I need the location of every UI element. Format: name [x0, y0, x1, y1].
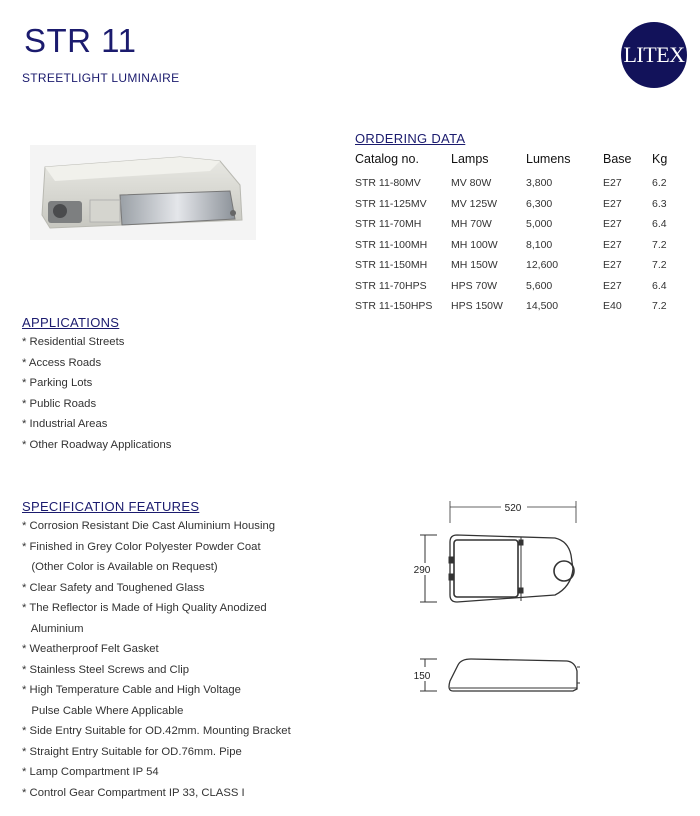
- table-cell: 6,300: [526, 197, 553, 210]
- list-item: * High Temperature Cable and High Voltage: [22, 684, 241, 696]
- table-cell: 3,800: [526, 177, 553, 190]
- depth-label: 290: [413, 565, 431, 576]
- list-item: * The Reflector is Made of High Quality Anodized: [22, 602, 267, 614]
- page-subtitle: STREETLIGHT LUMINAIRE: [22, 71, 180, 85]
- width-label: 520: [504, 503, 522, 514]
- table-cell: STR 11-80MV: [355, 177, 421, 190]
- list-item: * Finished in Grey Color Polyester Powder Coat: [22, 540, 261, 553]
- table-cell: 7.2: [652, 238, 667, 251]
- table-cell: 7.2: [652, 300, 667, 313]
- table-cell: MH 150W: [451, 259, 498, 272]
- list-item: * Stainless Steel Screws and Clip: [22, 663, 190, 676]
- applications-heading: APPLICATIONS: [22, 315, 120, 330]
- table-cell: 7.2: [652, 259, 667, 272]
- table-cell: 6.4: [652, 218, 667, 231]
- table-cell: E27: [603, 238, 622, 251]
- logo-text: LITEX: [623, 42, 685, 67]
- table-row: [353, 296, 682, 317]
- side-view: [420, 659, 580, 691]
- table-cell: STR 11-150HPS: [355, 300, 433, 313]
- table-cell: MH 100W: [451, 238, 498, 251]
- table-row: [353, 173, 682, 194]
- table-row: [353, 214, 682, 235]
- table-cell: 6.4: [652, 279, 667, 292]
- table-cell: STR 11-100MH: [355, 238, 428, 251]
- list-item: * Clear Safety and Toughened Glass: [22, 581, 205, 594]
- top-view: [420, 535, 574, 602]
- applications-list: [22, 332, 171, 455]
- table-cell: MV 80W: [451, 177, 492, 190]
- list-item: Pulse Cable Where Applicable: [22, 704, 184, 717]
- table-cell: E27: [603, 197, 622, 210]
- ordering-data-heading: ORDERING DATA: [355, 131, 466, 146]
- list-item: * Straight Entry Suitable for OD.76mm. Pipe: [22, 745, 242, 758]
- ordering-table: [353, 150, 682, 317]
- table-cell: E27: [603, 177, 622, 190]
- list-item: * Control Gear Compartment IP 33, CLASS I: [22, 786, 245, 799]
- list-item: * Access Roads: [22, 356, 102, 369]
- table-cell: 6.2: [652, 177, 667, 190]
- table-cell: 5,600: [526, 279, 553, 292]
- list-item: * Weatherproof Felt Gasket: [22, 643, 159, 655]
- table-row: [353, 276, 682, 297]
- table-cell: 12,600: [526, 259, 559, 272]
- height-label: 150: [413, 671, 431, 682]
- list-item: * Lamp Compartment IP 54: [22, 766, 159, 778]
- list-item: (Other Color is Available on Request): [22, 561, 218, 573]
- list-item: * Side Entry Suitable for OD.42mm. Mounting Bracket: [22, 725, 291, 737]
- column-header: Catalog no.: [355, 152, 419, 166]
- table-cell: STR 11-125MV: [355, 197, 427, 210]
- list-item: * Other Roadway Applications: [22, 438, 172, 451]
- table-cell: 8,100: [526, 238, 553, 251]
- table-cell: HPS 70W: [451, 279, 498, 292]
- table-cell: 14,500: [526, 300, 559, 313]
- column-header: Lamps: [451, 152, 489, 166]
- list-item: * Industrial Areas: [22, 418, 108, 430]
- table-cell: E27: [603, 259, 622, 272]
- product-photo: [30, 145, 256, 240]
- table-row: [353, 255, 682, 276]
- dimension-diagram: [405, 495, 600, 705]
- list-item: * Parking Lots: [22, 377, 93, 389]
- table-cell: STR 11-70HPS: [355, 279, 427, 292]
- table-cell: 6.3: [652, 197, 667, 210]
- table-cell: E40: [603, 300, 622, 313]
- list-item: Aluminium: [22, 622, 84, 635]
- list-item: * Residential Streets: [22, 336, 125, 348]
- table-cell: E27: [603, 279, 622, 292]
- table-cell: MV 125W: [451, 197, 498, 210]
- table-cell: E27: [603, 218, 622, 231]
- table-cell: STR 11-70MH: [355, 218, 422, 231]
- litex-logo: [621, 22, 687, 88]
- column-header: Base: [603, 152, 632, 166]
- table-cell: 5,000: [526, 218, 553, 231]
- table-cell: STR 11-150MH: [355, 259, 428, 272]
- table-header-row: [353, 150, 682, 173]
- table-row: [353, 235, 682, 256]
- list-item: * Corrosion Resistant Die Cast Aluminium Housing: [22, 520, 276, 532]
- list-item: * Public Roads: [22, 397, 97, 410]
- specification-list: [22, 516, 291, 803]
- table-cell: MH 70W: [451, 218, 492, 231]
- column-header: Kg: [652, 152, 668, 166]
- page-title: STR 11: [24, 22, 137, 59]
- specification-heading: SPECIFICATION FEATURES: [22, 499, 200, 514]
- column-header: Lumens: [526, 152, 571, 166]
- table-cell: HPS 150W: [451, 300, 503, 313]
- table-row: [353, 194, 682, 215]
